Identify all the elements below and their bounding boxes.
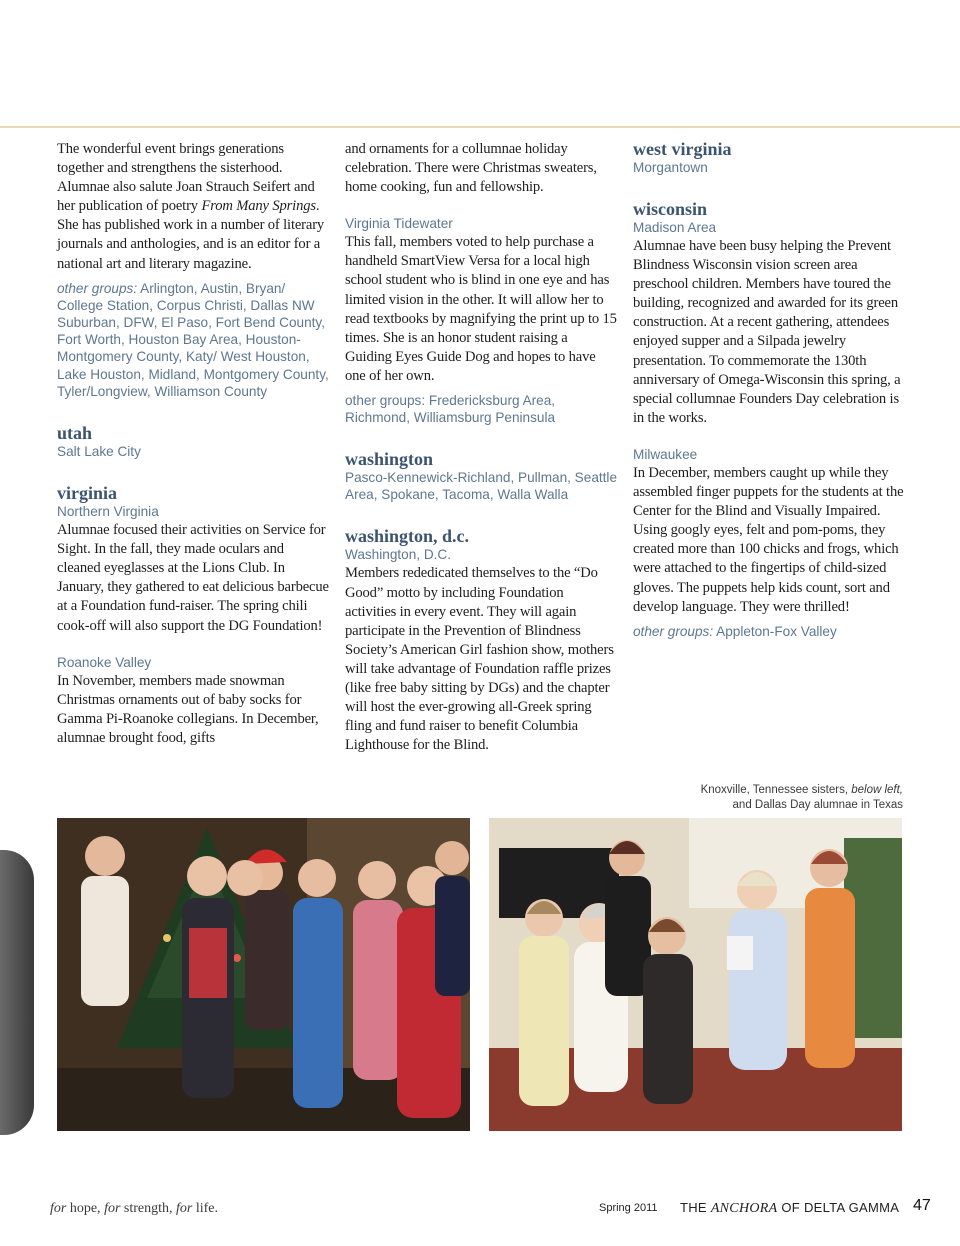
- texas-other-groups: [57, 280, 329, 400]
- top-rule: [0, 126, 960, 128]
- chapter-text: Alumnae have been busy helping the Prevent Blindness Wisconsin vision screen area preschool children. Members have toured the building, recognized and awarded for its green construction. At a recent gathering, attendees enjoyed supper and a Silpada jewelry presentation. To commemorate the 130th anniversary of Omega-Wisconsin this spring, a special collumnae Founders Day celebration is in the works.: [633, 238, 901, 426]
- chapter-name: Roanoke Valley: [57, 654, 152, 670]
- other-groups-list: Appleton-Fox Valley: [713, 623, 837, 639]
- chapter-name: Washington, D.C.: [345, 547, 452, 563]
- caption-line2: and Dallas Day alumnae in Texas: [732, 799, 903, 811]
- chapter-name: Virginia Tidewater: [345, 216, 453, 232]
- chapter-name: Milwaukee: [633, 446, 698, 462]
- column-3: [633, 140, 905, 640]
- motto-life: life.: [192, 1201, 219, 1216]
- caption-position: below left,: [851, 784, 903, 796]
- column-1: [57, 140, 329, 748]
- photo-dallas-alumnae: [489, 818, 902, 1131]
- chapter-name: Northern Virginia: [57, 504, 159, 520]
- edge-photo-fragment: [0, 850, 34, 1135]
- intro-text-part2: . She has published work in a number of literary journals and anthologies, and is an editor for a national art and literary magazine.: [57, 198, 325, 272]
- mag-the: THE: [680, 1200, 711, 1215]
- motto-for-1: for: [50, 1201, 67, 1216]
- book-title: From Many Springs: [201, 198, 316, 215]
- column-2: [345, 140, 617, 755]
- chapter-text: In December, members caught up while they assembled finger puppets for the students at the Center for the Blind and Visually Impaired. Using googly eyes, felt and pom-poms, they created more than 100 chicks and frogs, which were attached to the fingertips of child-sized gloves. The puppets help kids count, sort and develop language. They were thrilled!: [633, 464, 904, 615]
- chapter-text: In November, members made snowman Christmas ornaments out of baby socks for Gamma Pi-Roanoke collegians. In December, alumnae brought food, gifts: [57, 672, 319, 746]
- page-number: 47: [913, 1197, 931, 1214]
- state-heading-washington-dc: washington, d.c.: [345, 526, 470, 547]
- mag-anchora: ANCHORA: [710, 1201, 778, 1216]
- chapter-name: Salt Lake City: [57, 444, 141, 460]
- photo-knoxville-sisters: [57, 818, 470, 1131]
- state-heading-virginia: virginia: [57, 483, 118, 504]
- other-groups-list: Fredericksburg Area, Richmond, Williamsburg Peninsula: [345, 393, 556, 426]
- chapter-text: Members rededicated themselves to the “Do Good” motto by including Foundation activities in every event. They will again participate in the Prevention of Blindness Society’s American Girl fashion show, mothers will take advantage of Foundation raffle prizes (like free baby sitting by DGs) and the chapter will host the ever-growing all-Greek spring fling and fund raiser to benefit Columbia Lighthouse for the Blind.: [345, 565, 614, 754]
- chapter-text-continued: and ornaments for a collumnae holiday celebration. There were Christmas sweaters, home cooking, fun and fellowship.: [345, 141, 597, 196]
- chapter-text: This fall, members voted to help purchase a handheld SmartView Versa for a local high school student who is blind in one eye and has limited vision in the other. It will allow her to read textbooks by magnifying the print up to 15 times. She is an honor student raising a Guiding Eyes Guide Dog and hopes to have one of her own.: [345, 234, 617, 384]
- photo-knoxville-illustration: [57, 818, 470, 1131]
- photo-dallas-illustration: [489, 818, 902, 1131]
- caption-line1: Knoxville, Tennessee sisters,: [700, 784, 852, 796]
- motto-for-3: for: [176, 1201, 193, 1216]
- mag-rest: OF DELTA GAMMA: [777, 1200, 900, 1215]
- chapter-name: Madison Area: [633, 220, 717, 235]
- other-groups-label: other groups:: [633, 623, 714, 639]
- other-groups-label: other groups:: [345, 393, 426, 409]
- chapter-name: Pasco-Kennewick-Richland, Pullman, Seattle Area, Spokane, Tacoma, Walla Walla: [345, 470, 618, 503]
- footer-motto: [50, 1201, 218, 1217]
- state-heading-wisconsin: wisconsin: [633, 199, 708, 219]
- texas-intro-text: [57, 140, 329, 274]
- motto-hope: hope,: [66, 1201, 105, 1216]
- magazine-title: [680, 1200, 899, 1217]
- issue-season: Spring 2011: [599, 1202, 658, 1214]
- chapter-text: Alumnae focused their activities on Service for Sight. In the fall, they made oculars and cleaned eyeglasses at the Lions Club. In January, they gathered to eat delicious barbecue at a Foundation fund-raiser. The spring chili cook-off will also support the DG Foundation!: [57, 522, 329, 634]
- other-groups-list: Arlington, Austin, Bryan/ College Station, Corpus Christi, Dallas NW Suburban, DFW, El Paso, Fort Bend County, Fort Worth, Houston Bay Area, Houston-Montgomery County, Katy/ West Houston, Lake Houston, Midland, Montgomery County, Tyler/Longview, Williamson County: [57, 280, 329, 399]
- intro-text-part1: The wonderful event brings generations together and strengthens the sisterhood. Alumnae also salute Joan Strauch Seifert and her publication of poetry: [57, 141, 315, 215]
- other-groups-label: other groups:: [57, 280, 138, 296]
- motto-for-2: for: [104, 1201, 121, 1216]
- motto-strength: strength,: [120, 1201, 177, 1216]
- state-heading-utah: utah: [57, 423, 93, 444]
- state-heading-west-virginia: west virginia: [633, 139, 732, 159]
- virginia-other-groups: [345, 392, 617, 426]
- state-heading-washington: washington: [345, 449, 434, 470]
- wisconsin-other-groups: [633, 623, 905, 640]
- chapter-name: Morgantown: [633, 160, 708, 175]
- photo-caption: [701, 783, 903, 813]
